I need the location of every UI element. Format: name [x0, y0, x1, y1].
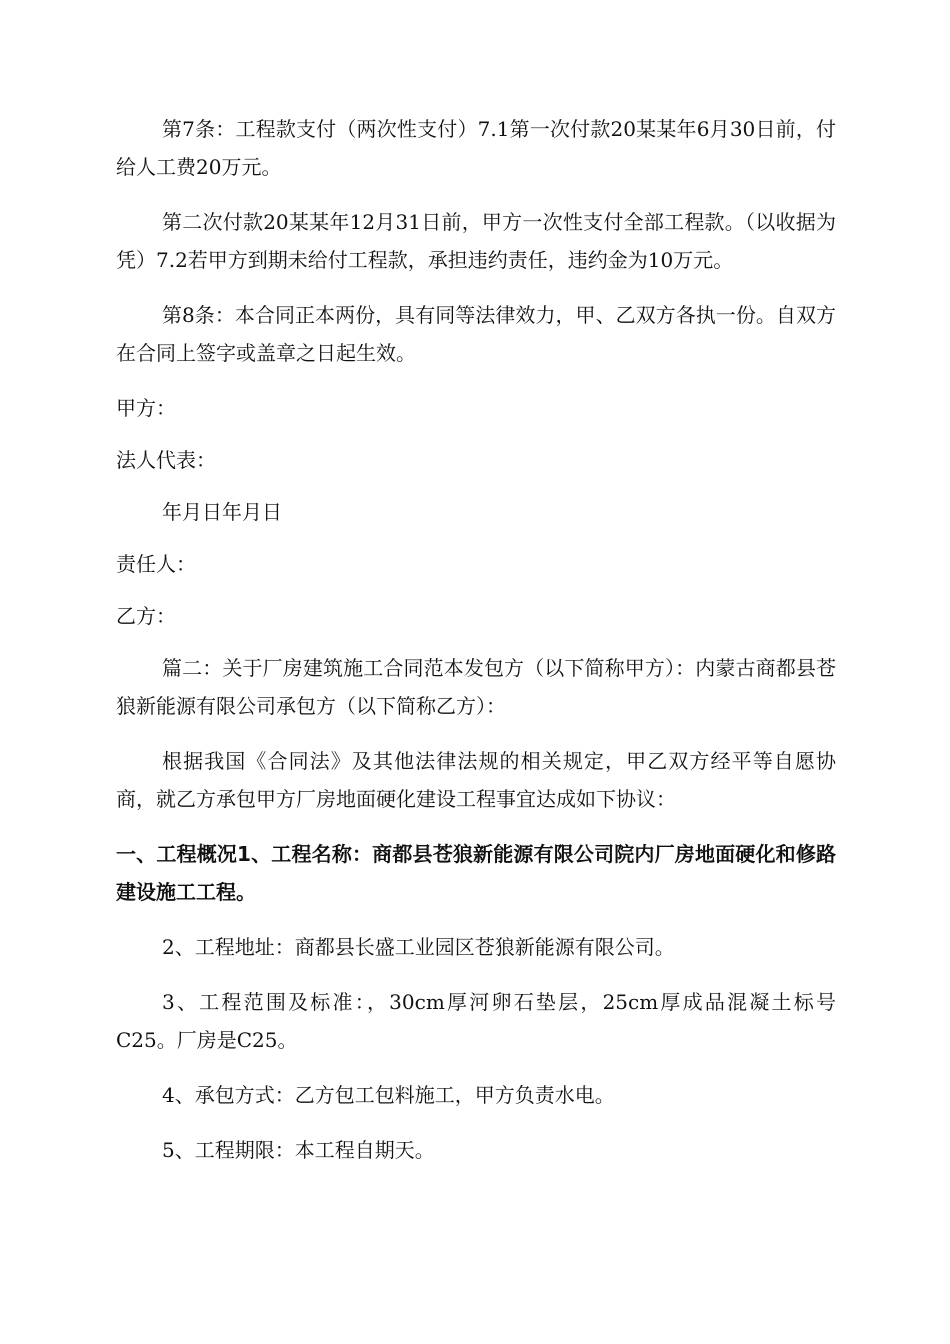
- part-two-intro: 篇二：关于厂房建筑施工合同范本发包方（以下简称甲方）：内蒙古商都县苍狼新能源有限公司承包方（以下简称乙方）：: [116, 656, 836, 718]
- project-duration: 5、工程期限：本工程自期天。: [162, 1138, 435, 1162]
- responsible-person-label: 责任人：: [116, 552, 196, 576]
- document-page: [116, 110, 836, 1186]
- section-overview-heading: 一、工程概况1、工程名称：商都县苍狼新能源有限公司院内厂房地面硬化和修路建设施工工程。: [116, 842, 836, 904]
- clause-8-copies: 第8条：本合同正本两份，具有同等法律效力，甲、乙双方各执一份。自双方在合同上签字或盖章之日起生效。: [116, 303, 836, 365]
- date-line: 年月日年月日: [162, 500, 282, 524]
- agreement-basis: 根据我国《合同法》及其他法律法规的相关规定，甲乙双方经平等自愿协商，就乙方承包甲方厂房地面硬化建设工程事宜达成如下协议：: [116, 749, 836, 811]
- second-payment: 第二次付款20某某年12月31日前，甲方一次性支付全部工程款。（以收据为凭）7.2若甲方到期未给付工程款，承担违约责任，违约金为10万元。: [116, 210, 836, 272]
- project-scope: 3、工程范围及标准：，30cm厚河卵石垫层，25cm厚成品混凝土标号C25。厂房是C25。: [116, 990, 836, 1052]
- party-b-label: 乙方：: [116, 604, 176, 628]
- legal-representative-label: 法人代表：: [116, 448, 216, 472]
- contract-method: 4、承包方式：乙方包工包料施工，甲方负责水电。: [162, 1083, 615, 1107]
- party-a-label: 甲方：: [116, 396, 176, 420]
- project-address: 2、工程地址：商都县长盛工业园区苍狼新能源有限公司。: [162, 935, 675, 959]
- clause-7-payment: 第7条：工程款支付（两次性支付）7.1第一次付款20某某年6月30日前，付给人工费20万元。: [116, 117, 836, 179]
